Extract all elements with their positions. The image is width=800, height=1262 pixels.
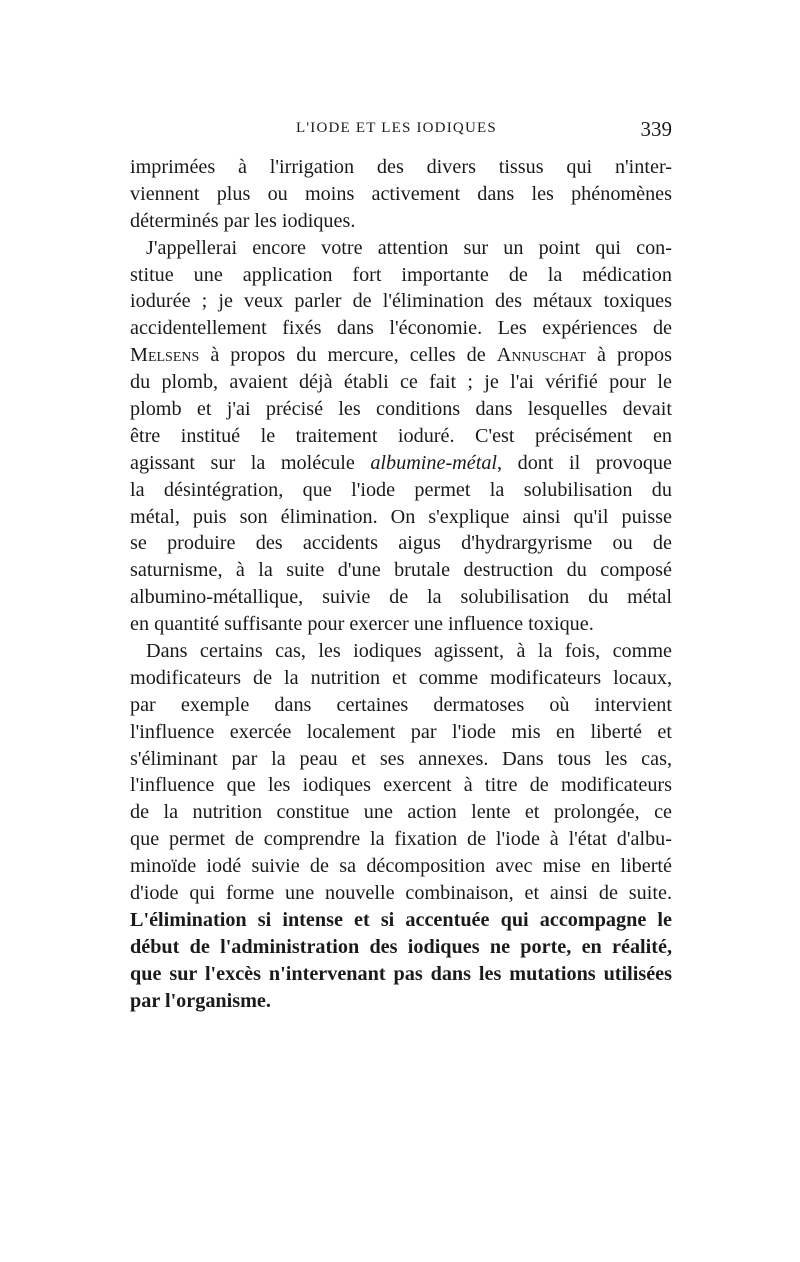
text-fragment: agissant sur la molécule bbox=[130, 451, 371, 474]
text-line: l'influence exercée localement par l'iode mis en liberté et bbox=[130, 720, 672, 743]
running-title: L'IODE ET LES IODIQUES bbox=[296, 120, 497, 136]
text-line: en quantité suffisante pour exercer une influence toxique. bbox=[130, 613, 594, 636]
text-line: que sur l'excès n'intervenant pas dans les mutations utilisées bbox=[130, 962, 672, 985]
text-line: début de l'administration des iodiques ne porte, en réalité, bbox=[130, 935, 672, 958]
text-line bbox=[130, 342, 672, 369]
text-line: par l'organisme. bbox=[130, 989, 271, 1012]
text-line: la désintégration, que l'iode permet la solubilisation du bbox=[130, 478, 672, 501]
text-line: que permet de comprendre la fixation de l'iode à l'état d'albu- bbox=[130, 828, 672, 851]
page-number: 339 bbox=[640, 117, 672, 141]
running-head bbox=[130, 117, 672, 145]
text-line: saturnisme, à la suite d'une brutale destruction du composé bbox=[130, 559, 672, 582]
text-line: minoïde iodé suivie de sa décomposition avec mise en liberté bbox=[130, 855, 672, 878]
text-line: modificateurs de la nutrition et comme modificateurs locaux, bbox=[130, 666, 672, 689]
text-line: par exemple dans certaines dermatoses où intervient bbox=[130, 693, 672, 716]
text-fragment: à propos bbox=[586, 344, 672, 367]
paragraph-start-line: Dans certains cas, les iodiques agissent, à la fois, comme bbox=[146, 640, 672, 663]
text-line: être institué le traitement ioduré. C'est précisément en bbox=[130, 424, 672, 447]
text-line: iodurée ; je veux parler de l'élimination des métaux toxiques bbox=[130, 290, 672, 313]
text-line: L'élimination si intense et si accentuée qui accompagne le bbox=[130, 908, 672, 931]
paragraph-start-line: J'appellerai encore votre attention sur un point qui con- bbox=[146, 236, 672, 259]
text-line: d'iode qui forme une nouvelle combinaison, et ainsi de suite. bbox=[130, 882, 672, 905]
text-line: du plomb, avaient déjà établi ce fait ; je l'ai vérifié pour le bbox=[130, 371, 672, 394]
author-name-melsens: Melsens bbox=[130, 344, 200, 367]
text-line: déterminés par les iodiques. bbox=[130, 209, 356, 232]
text-fragment: , dont il provoque bbox=[497, 451, 672, 474]
text-line: métal, puis son élimination. On s'explique ainsi qu'il puisse bbox=[130, 505, 672, 528]
text-line: stitue une application fort importante de la médication bbox=[130, 263, 672, 286]
text-line: l'influence que les iodiques exercent à titre de modificateurs bbox=[130, 774, 672, 797]
italic-term: albumine-métal bbox=[370, 451, 498, 474]
text-line bbox=[130, 450, 672, 477]
text-line: viennent plus ou moins activement dans les phénomènes bbox=[130, 182, 672, 205]
text-line: s'éliminant par la peau et ses annexes. Dans tous les cas, bbox=[130, 747, 672, 770]
text-line: albumino-métallique, suivie de la solubilisation du métal bbox=[130, 586, 672, 609]
text-line: plomb et j'ai précisé les conditions dans lesquelles devait bbox=[130, 398, 672, 421]
text-line: accidentellement fixés dans l'économie. Les expériences de bbox=[130, 317, 672, 340]
text-line: de la nutrition constitue une action lente et prolongée, ce bbox=[130, 801, 672, 824]
author-name-annuschat: Annuschat bbox=[496, 344, 587, 367]
text-line: se produire des accidents aigus d'hydrargyrisme ou de bbox=[130, 532, 672, 555]
text-line: imprimées à l'irrigation des divers tissus qui n'inter- bbox=[130, 156, 672, 178]
body-text bbox=[130, 154, 672, 1015]
text-fragment: à propos du mercure, celles de bbox=[199, 344, 497, 367]
